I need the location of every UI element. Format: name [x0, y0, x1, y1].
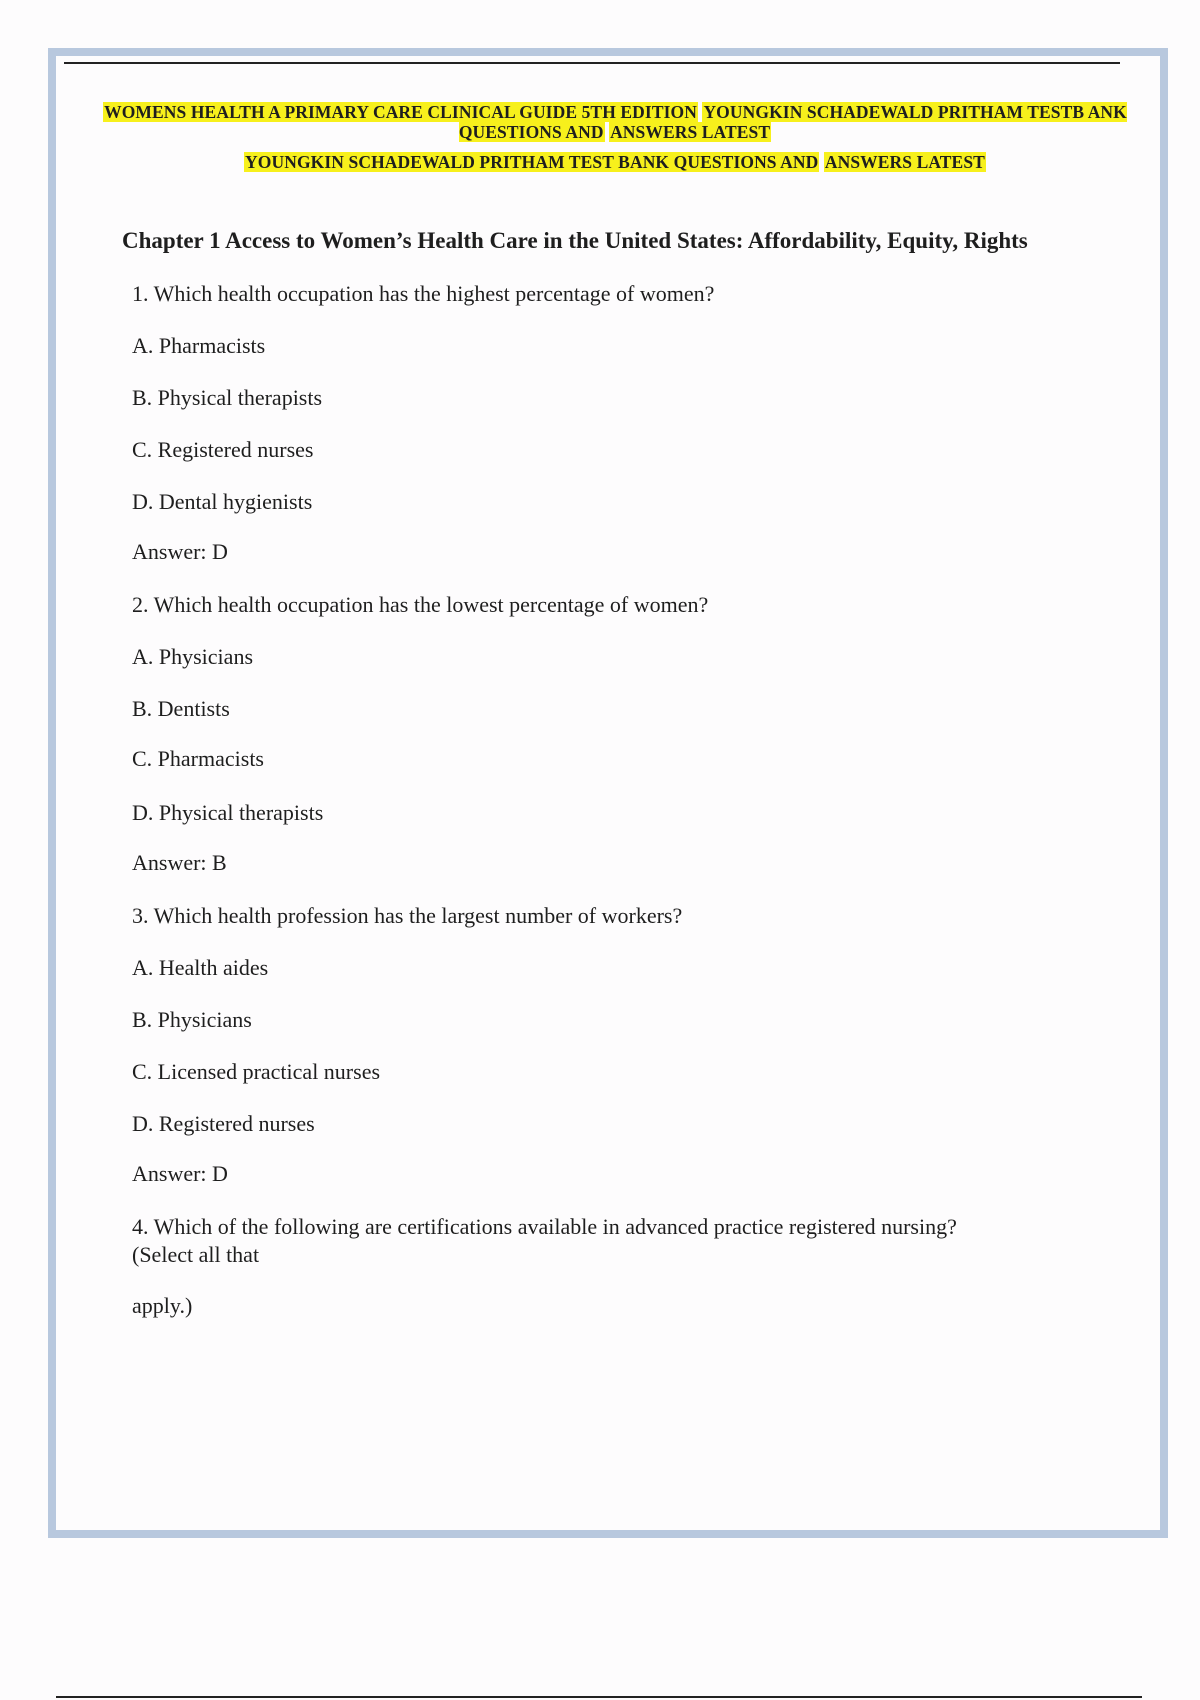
banner-text: ANSWERS LATEST — [824, 152, 985, 172]
banner-text: YOUNGKIN SCHADEWALD PRITHAM TESTB ANK QUESTIONS AND — [458, 102, 1127, 142]
answer-key: Answer: D — [132, 1161, 228, 1186]
answer-option: A. Health aides — [132, 955, 269, 980]
answer-option: A. Physicians — [132, 644, 253, 669]
answer-option: B. Physical therapists — [132, 385, 323, 410]
answer-option: D. Dental hygienists — [132, 489, 313, 514]
top-rule — [64, 62, 1120, 64]
bottom-rule — [56, 1696, 1142, 1698]
answer-key: Answer: B — [132, 850, 227, 875]
question-text: 3. Which health profession has the largest number of workers? — [132, 903, 683, 928]
answer-option: C. Pharmacists — [132, 746, 264, 771]
banner-subheading — [90, 152, 1140, 172]
chapter-title: Chapter 1 Access to Women’s Health Care in the United States: Affordability, Equity, Rights — [122, 228, 1028, 253]
answer-option: A. Pharmacists — [132, 333, 266, 358]
answer-option: B. Physicians — [132, 1007, 252, 1032]
answer-option: D. Registered nurses — [132, 1111, 315, 1136]
question-text: 2. Which health occupation has the lowest percentage of women? — [132, 592, 709, 617]
answer-option: C. Registered nurses — [132, 437, 314, 462]
question-text: apply.) — [132, 1293, 193, 1318]
answer-option: C. Licensed practical nurses — [132, 1059, 381, 1084]
banner-text: YOUNGKIN SCHADEWALD PRITHAM TEST BANK QUESTIONS AND — [245, 152, 819, 172]
document-page — [48, 48, 1168, 1538]
answer-option: B. Dentists — [132, 696, 230, 721]
answer-key: Answer: D — [132, 539, 228, 564]
banner-text: ANSWERS LATEST — [610, 122, 771, 142]
banner-text: WOMENS HEALTH A PRIMARY CARE CLINICAL GUIDE 5TH EDITION — [104, 102, 697, 122]
banner-heading — [90, 102, 1140, 142]
answer-option: D. Physical therapists — [132, 800, 324, 825]
question-text: (Select all that — [132, 1242, 260, 1267]
question-text: 4. Which of the following are certifications available in advanced practice registered nursing? — [132, 1214, 957, 1239]
question-text: 1. Which health occupation has the highest percentage of women? — [132, 281, 715, 306]
